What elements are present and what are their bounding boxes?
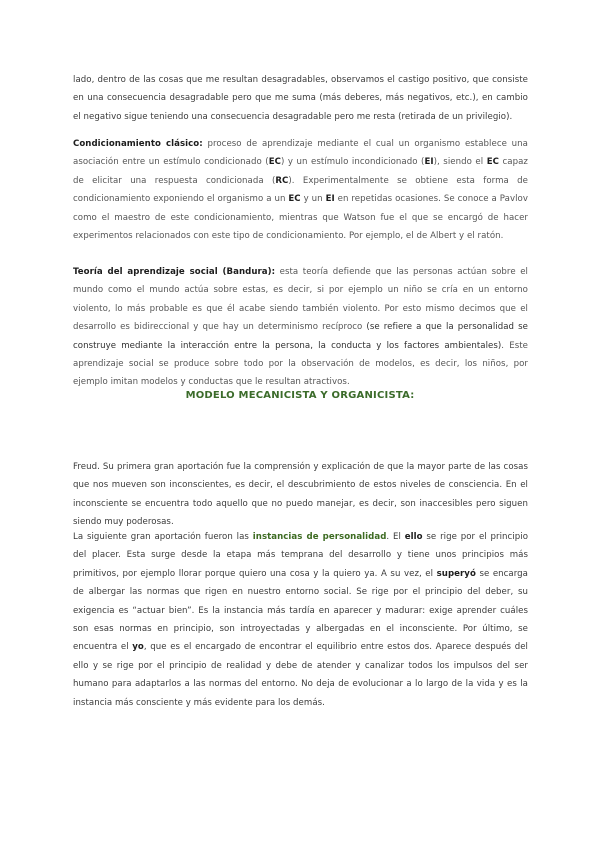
text-run: se encarga de albergar las normas que rigen en nuestro entorno social. Se rige por el principio del deber, su exigencia es “actuar bien”. Es la instancia más tardía en aparecer y madurar: exige aprender cuáles son esas normas en principio, son introyectadas y albergadas en el inconsciente. Por último, se encuentra el bbox=[73, 568, 529, 653]
term-superyo: superyó bbox=[436, 568, 476, 579]
highlight-instancias-personalidad: instancias de personalidad bbox=[252, 532, 387, 542]
text-parenthetical: (se refiere a que la personalidad se construye mediante la interacción entre la persona, la conducta y los factores ambientales) bbox=[73, 322, 528, 351]
text-run: . Este aprendizaje social se produce sobre todo por la observación de modelos, es decir, los niños, por ejemplo imitan modelos y conductas que le resultan atractivos. bbox=[73, 340, 528, 388]
term-yo: yo bbox=[132, 642, 144, 653]
text-run: y un bbox=[300, 194, 326, 205]
text-run: , que es el encargado de encontrar el equilibrio entre estos dos. Aparece después del ello y se rige por el principio de realidad y debe de atender y canalizar todos los impulsos del ser humano para adaptarlos a las normas del entorno. No deja de evolucionar a lo largo de la vida y es la instancia más consciente y más evidente para los demás. bbox=[73, 642, 528, 708]
paragraph-text: Freud. Su primera gran aportación fue la comprensión y explicación de que la mayor parte de las cosas que nos mueven son inconscientes, es decir, el descubrimiento de estos niveles de consciencia. En el inconsciente se encuentra todo aquello que no puedo manejar, es decir, son inaccesibles pero siguen siendo muy poderosas. bbox=[73, 462, 528, 528]
paragraph-aprendizaje-social bbox=[73, 263, 528, 392]
text-run: ), siendo el bbox=[433, 157, 487, 168]
text-run: La siguiente gran aportación fueron las bbox=[73, 532, 253, 542]
term-ello: ello bbox=[404, 532, 423, 542]
text-run: capaz de elicitar una respuesta condicionada ( bbox=[73, 157, 528, 186]
term-aprendizaje-social: Teoría del aprendizaje social (Bandura): bbox=[73, 267, 276, 277]
paragraph-condicionamiento-clasico bbox=[73, 135, 528, 245]
abbr-rc: RC bbox=[275, 175, 289, 186]
term-condicionamiento-clasico: Condicionamiento clásico: bbox=[73, 139, 203, 149]
abbr-ei: EI bbox=[424, 157, 434, 168]
paragraph-freud bbox=[73, 458, 528, 532]
text-run: esta teoría defiende que las personas actúan sobre el mundo como el mundo actúa sobre estas, es decir, si por ejemplo un niño se cría en un entorno violento, lo más probable es que él acabe siendo también violento. Por esto mismo decimos que el desarrollo es bidireccional y que hay un determinismo recíproco bbox=[73, 267, 528, 333]
text-run: ). Experimentalmente se obtiene esta forma de condicionamiento exponiendo el organismo a un bbox=[73, 175, 528, 205]
paragraph-castigo bbox=[73, 71, 528, 126]
text-run: proceso de aprendizaje mediante el cual un organismo establece una asociación entre un estímulo condicionado ( bbox=[73, 139, 528, 168]
paragraph-instancias bbox=[73, 528, 528, 712]
text-run: ) y un estímulo incondicionado ( bbox=[280, 157, 425, 168]
text-run: en repetidas ocasiones. Se conoce a Pavlov como el maestro de este condicionamiento, mientras que Watson fue el que se encargó de hacer experimentos relacionados con este tipo de condicionamiento. Por ejemplo, el de Albert y el ratón. bbox=[73, 194, 528, 242]
section-heading: MODELO MECANICISTA Y ORGANICISTA: bbox=[185, 390, 415, 401]
text-run: se rige por el principio del placer. Esta surge desde la etapa más temprana del desarrollo y tiene unos principios más primitivos, por ejemplo llorar porque quiero una cosa y la quiero ya. A su vez, el bbox=[73, 532, 529, 579]
abbr-ec: EC bbox=[486, 157, 499, 168]
abbr-ec: EC bbox=[268, 157, 281, 168]
paragraph-text: lado, dentro de las cosas que me resultan desagradables, observamos el castigo positivo, que consiste en una consecuencia desagradable pero que me suma (más deberes, más negativos, etc.), en cambio el negativo sigue teniendo una consecuencia desagradable pero me resta (retirada de un privilegio). bbox=[73, 75, 528, 122]
abbr-ec: EC bbox=[288, 194, 301, 205]
abbr-ei: EI bbox=[325, 194, 335, 205]
text-run: . El bbox=[386, 532, 405, 542]
